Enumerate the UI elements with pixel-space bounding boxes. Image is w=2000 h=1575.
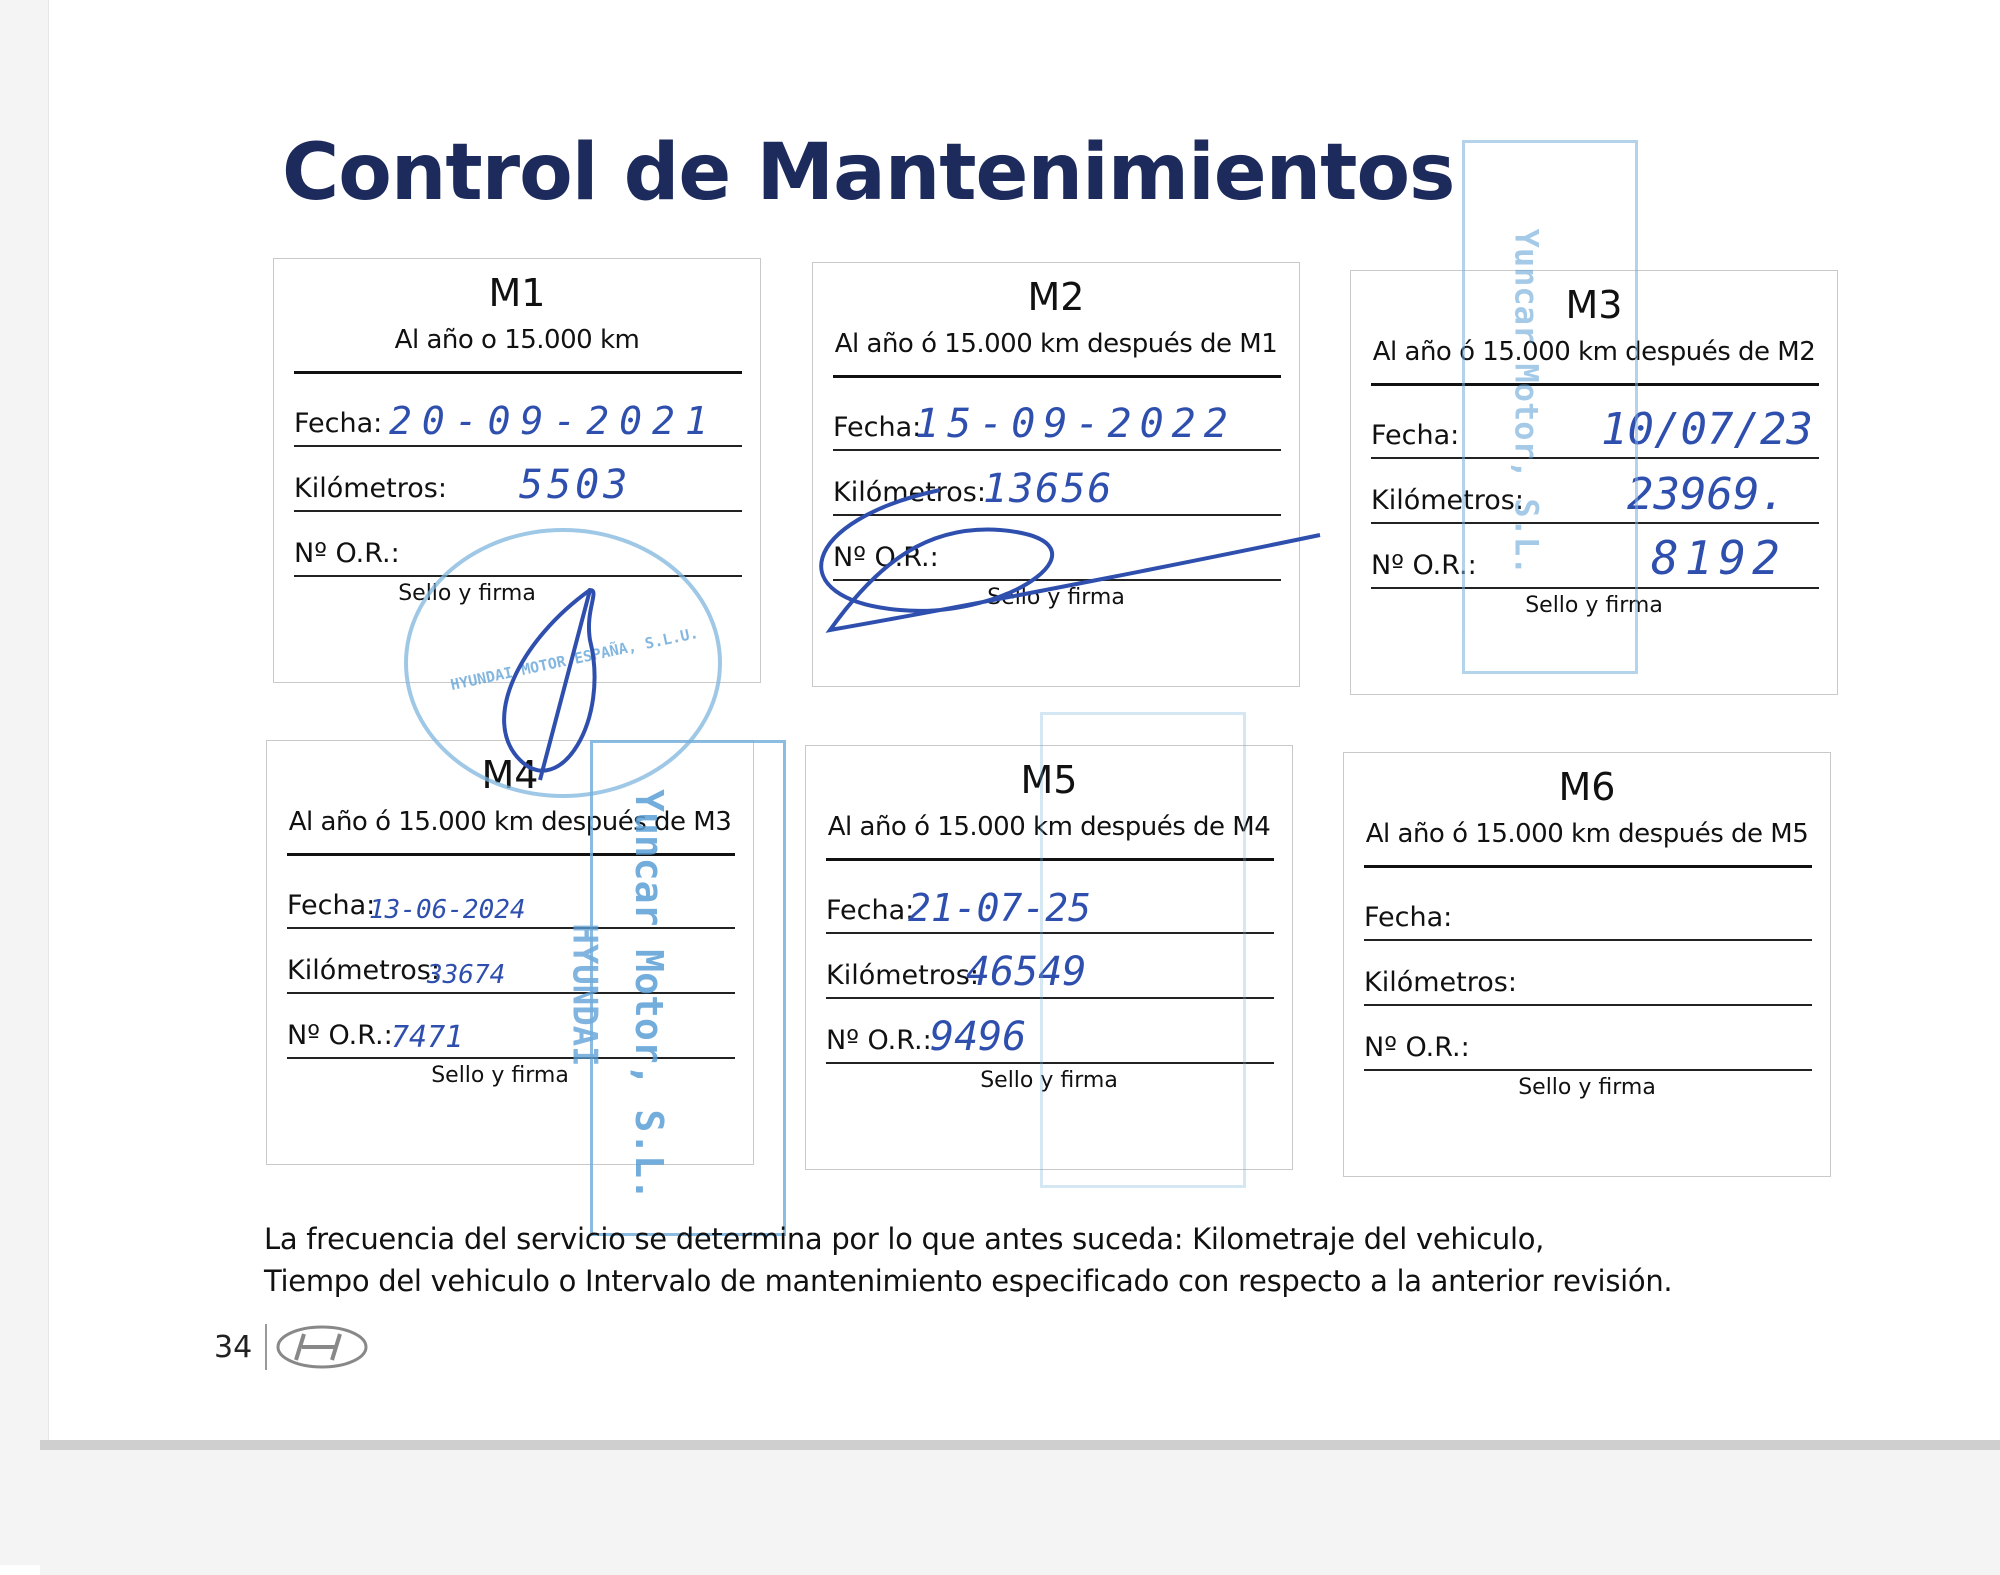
card-title: M4: [481, 753, 539, 797]
card-title: M1: [488, 271, 546, 315]
fecha-label: Fecha:: [826, 895, 915, 926]
round-stamp-text: HYUNDAI MOTOR ESPAÑA, S.L.U.: [448, 623, 700, 695]
fecha-label: Fecha:: [1364, 902, 1453, 933]
or-label: Nº O.R.:: [1364, 1032, 1470, 1063]
fecha-value: 20-09-2021: [389, 399, 718, 443]
maintenance-card-m2: [812, 262, 1300, 687]
fecha-value: 10/07/23: [1601, 404, 1813, 455]
fecha-value: 21-07-25: [908, 886, 1092, 930]
or-label: Nº O.R.:: [294, 538, 400, 569]
or-label: Nº O.R.:: [833, 542, 939, 573]
card-title: M2: [1027, 275, 1085, 319]
divider: [294, 371, 742, 374]
kilometros-field[interactable]: [1364, 946, 1812, 1006]
sello-label: Sello y firma: [431, 1063, 569, 1088]
faded-stamp-m5: [1040, 712, 1246, 1188]
sello-label: Sello y firma: [1525, 593, 1663, 618]
or-label: Nº O.R.:: [1371, 550, 1477, 581]
card-subtitle: Al año ó 15.000 km después de M1: [834, 329, 1278, 359]
card-subtitle: Al año o 15.000 km: [394, 325, 640, 355]
fecha-label: Fecha:: [287, 890, 376, 921]
or-field[interactable]: [1364, 1011, 1812, 1071]
fecha-label: Fecha:: [294, 408, 383, 439]
fecha-field[interactable]: [1364, 881, 1812, 941]
note-line-1: La frecuencia del servicio se determina por lo que antes suceda: Kilometraje del vehiculo,: [264, 1222, 1545, 1256]
fecha-field[interactable]: [833, 391, 1281, 451]
scan-left-margin: [0, 0, 49, 1565]
kilometros-value: 23969.: [1627, 469, 1786, 520]
kilometros-label: Kilómetros:: [287, 955, 440, 986]
card-title: M6: [1558, 765, 1616, 809]
yuncar-stamp-m4: [564, 740, 786, 1236]
or-label: Nº O.R.:: [826, 1025, 932, 1056]
kilometros-value: 33674: [427, 960, 506, 990]
kilometros-value: 5503: [519, 462, 632, 508]
or-value: 8192: [1651, 531, 1786, 585]
kilometros-label: Kilómetros:: [1371, 485, 1524, 516]
scan-bottom-margin: [40, 1440, 2000, 1575]
fecha-field[interactable]: [294, 387, 742, 447]
yuncar-stamp-m3: [1462, 140, 1638, 674]
card-subtitle: Al año ó 15.000 km después de M3: [288, 807, 732, 837]
divider: [833, 375, 1281, 378]
kilometros-value: 13656: [983, 466, 1114, 512]
or-label: Nº O.R.:: [287, 1020, 393, 1051]
sello-label: Sello y firma: [1518, 1075, 1656, 1100]
card-title: M5: [1020, 758, 1078, 802]
page-title: Control de Mantenimientos: [282, 128, 1455, 218]
yuncar-stamp-text: Yuncar Motor, S.L.: [1507, 228, 1546, 576]
fecha-value: 15-09-2022: [915, 401, 1236, 447]
maintenance-card-m6: [1343, 752, 1831, 1177]
divider: [1364, 865, 1812, 868]
yuncar-stamp-text: Yuncar Motor, S.L.: [626, 789, 671, 1201]
or-value: 9496: [930, 1014, 1027, 1060]
fecha-label: Fecha:: [833, 412, 922, 443]
or-value: 7471: [391, 1020, 464, 1055]
kilometros-field[interactable]: [294, 452, 742, 512]
page-number: 34: [214, 1330, 253, 1365]
card-title: M3: [1565, 283, 1623, 327]
sello-label: Sello y firma: [398, 581, 536, 606]
fecha-value: 13-06-2024: [369, 895, 526, 925]
or-field[interactable]: [833, 521, 1281, 581]
kilometros-label: Kilómetros:: [833, 477, 986, 508]
card-subtitle: Al año ó 15.000 km después de M2: [1372, 337, 1816, 367]
hyundai-stamp-brand: HYUNDAI: [564, 923, 605, 1067]
card-subtitle: Al año ó 15.000 km después de M4: [827, 812, 1271, 842]
card-subtitle: Al año ó 15.000 km después de M5: [1365, 819, 1809, 849]
sello-label: Sello y firma: [980, 1068, 1118, 1093]
kilometros-label: Kilómetros:: [1364, 967, 1517, 998]
kilometros-label: Kilómetros:: [294, 473, 447, 504]
fecha-label: Fecha:: [1371, 420, 1460, 451]
kilometros-field[interactable]: [833, 456, 1281, 516]
sello-label: Sello y firma: [987, 585, 1125, 610]
hyundai-logo-icon: [262, 1322, 372, 1376]
kilometros-value: 46549: [966, 949, 1087, 995]
note-line-2: Tiempo del vehiculo o Intervalo de mantenimiento especificado con respecto a la anterior revisión.: [264, 1264, 1673, 1298]
kilometros-label: Kilómetros:: [826, 960, 979, 991]
